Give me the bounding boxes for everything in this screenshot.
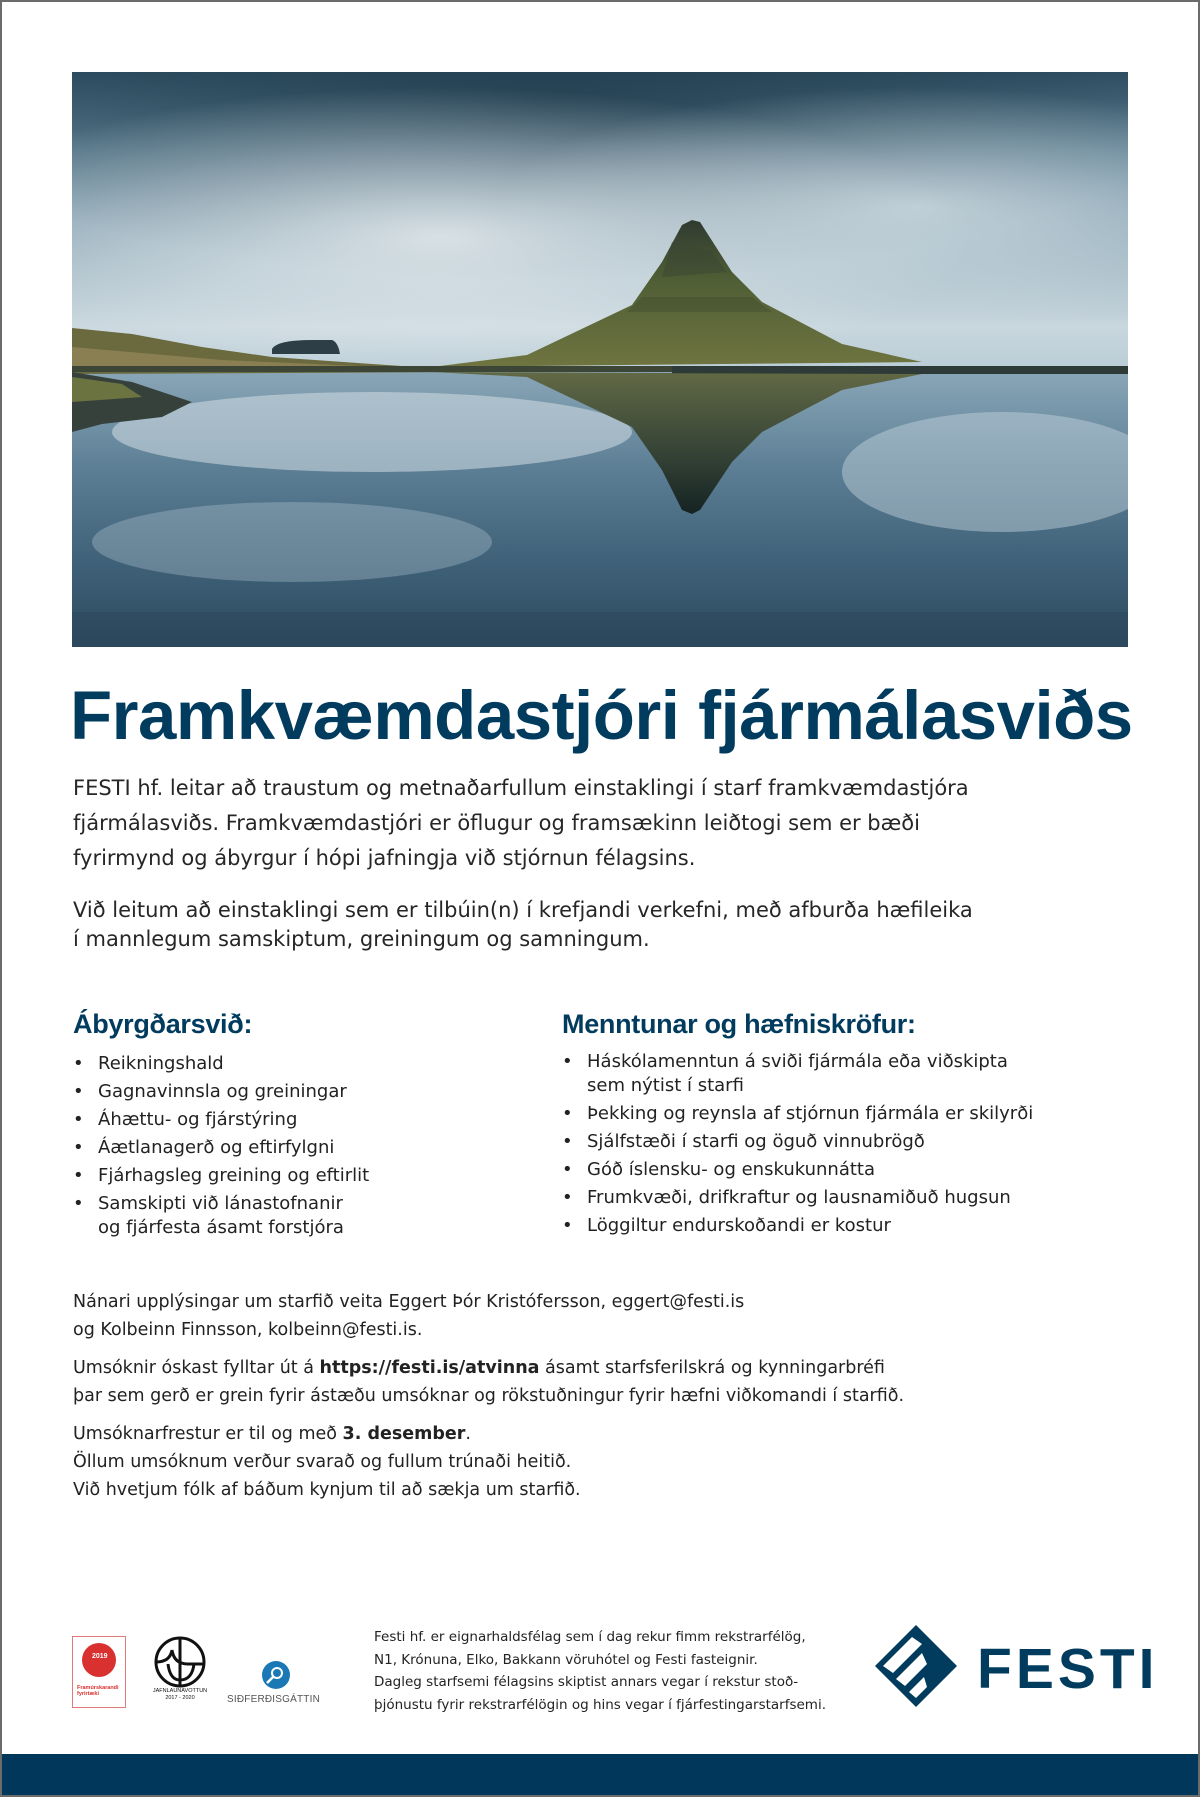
list-item [73,1108,513,1132]
apply-prefix: Umsóknir óskast fylltar út á [73,1358,320,1378]
responsibilities-heading: Ábyrgðarsvið: [73,1009,253,1039]
bullet-icon: • [562,1051,573,1072]
encourage-line: Við hvetjum fólk af báðum kynjum til að sækja um starfið. [73,1480,581,1500]
list-item [562,1102,1082,1126]
intro-line: FESTI hf. leitar að traustum og metnaðarfullum einstaklingi í starf framkvæmdastjóra [73,776,969,800]
list-item [562,1186,1082,1210]
about-line: Festi hf. er eignarhaldsfélag sem í dag rekur fimm rekstrarfélög, [374,1629,806,1645]
hero-landscape-illustration [72,72,1128,647]
list-item [73,1052,513,1076]
contact-line: Nánari upplýsingar um starfið veita Eggert Þór Kristófersson, eggert@festi.is [73,1292,745,1312]
jafnlauna-years: 2017 - 2020 [165,1695,195,1701]
apply-line-2: þar sem gerð er grein fyrir ástæðu umsóknar og rökstuðningur fyrir hæfni viðkomandi í starfið. [73,1386,905,1406]
list-item [73,1192,513,1240]
framurskarandi-fyrirtaeki-logo [72,1636,126,1708]
intro-paragraph-2 [73,896,1033,954]
list-item-text: Áætlanagerð og eftirfylgni [98,1137,335,1158]
bullet-icon: • [562,1215,573,1236]
intro-paragraph [73,771,1033,876]
job-title: Framkvæmdastjóri fjármálasviðs [70,677,1133,754]
company-about [374,1626,854,1716]
list-item-text: Gagnavinnsla og greiningar [98,1081,347,1102]
logo-year: 2019 [92,1653,108,1660]
list-item [73,1136,513,1160]
bullet-icon: • [562,1187,573,1208]
bullet-icon: • [73,1137,84,1158]
bullet-icon: • [562,1131,573,1152]
application-info [73,1354,1073,1410]
bullet-icon: • [73,1053,84,1074]
bullet-icon: • [73,1081,84,1102]
list-item [73,1080,513,1104]
list-item-text: Fjárhagsleg greining og eftirlit [98,1165,370,1186]
intro-line: í mannlegum samskiptum, greiningum og samningum. [73,927,650,951]
about-line: N1, Krónuna, Elko, Bakkann vöruhótel og Festi fasteignir. [374,1651,758,1668]
list-item-text: Sjálfstæði í starfi og öguð vinnubrögð [587,1131,925,1152]
about-line: Dagleg starfsemi félagsins skiptist annars vegar í rekstur stoð- [374,1674,799,1690]
about-line: þjónustu fyrir rekstrarfélögin og hins vegar í fjárfestingarstarfsemi. [374,1696,826,1713]
list-item-text: Þekking og reynsla af stjórnun fjármála er skilyrði [587,1103,1034,1124]
list-item-text: Áhættu- og fjárstýring [98,1109,298,1130]
list-item-text: Samskipti við lánastofnanir og fjárfesta ásamt forstjóra [98,1193,344,1238]
list-item [562,1158,1082,1182]
apply-suffix: ásamt starfsferilskrá og kynningarbréfi [539,1358,885,1378]
bullet-icon: • [73,1109,84,1130]
list-item-text: Góð íslensku- og enskukunnátta [587,1159,875,1180]
festi-logo [874,1624,1159,1710]
contact-line: og Kolbeinn Finnsson, kolbeinn@festi.is. [73,1320,423,1340]
deadline-info [73,1420,1073,1504]
deadline-date: 3. desember [342,1424,466,1444]
deadline-prefix: Umsóknarfrestur er til og með [73,1424,343,1444]
list-item-text: Löggiltur endurskoðandi er kostur [587,1215,891,1236]
bullet-icon: • [73,1165,84,1186]
hero-image [72,72,1128,647]
jafnlaunavottun-emblem-icon [150,1636,210,1688]
jafnlaunavottun-logo [150,1636,210,1710]
sidferdisgattin-logo [224,1660,334,1710]
responsibilities-list [73,1052,513,1244]
bullet-icon: • [562,1103,573,1124]
intro-line: fyrirmynd og ábyrgur í hópi jafningja við stjórnun félagsins. [73,846,696,870]
list-item [562,1214,1082,1238]
requirements-list [562,1050,1082,1242]
bottom-bar [0,1754,1200,1797]
contact-info [73,1288,1073,1344]
jafnlauna-caption: JAFNLAUNAVOTTUN [152,1688,208,1694]
sidferdisgattin-icon [260,1660,300,1694]
deadline-suffix: . [465,1424,471,1444]
list-item [562,1130,1082,1154]
requirements-heading: Menntunar og hæfniskröfur: [562,1009,916,1039]
confidential-line: Öllum umsóknum verður svarað og fullum trúnaði heitið. [73,1452,572,1472]
list-item [73,1164,513,1188]
list-item-text: Reikningshald [98,1053,224,1074]
bullet-icon: • [73,1193,84,1214]
intro-line: Við leitum að einstaklingi sem er tilbúin(n) í krefjandi verkefni, með afburða hæfileika [73,898,973,922]
list-item-text: Frumkvæði, drifkraftur og lausnamiðuð hugsun [587,1187,1011,1208]
festi-diamond-icon [874,1624,960,1710]
apply-url-link[interactable]: https://festi.is/atvinna [319,1358,540,1378]
festi-wordmark: FESTI [977,1637,1159,1701]
intro-line: fjármálasviðs. Framkvæmdastjóri er öflugur og framsækinn leiðtogi sem er bæði [73,811,920,835]
list-item [562,1050,1082,1098]
logo-caption [146,1688,214,1702]
logo-caption: SIÐFERÐISGÁTTIN [227,1694,321,1705]
logo-caption: Framúrskarandi fyrirtæki [77,1685,119,1697]
list-item-text: Háskólamenntun á sviði fjármála eða viðskipta sem nýtist í starfi [587,1051,1008,1096]
bullet-icon: • [562,1159,573,1180]
framurskarandi-badge-icon [82,1643,116,1677]
